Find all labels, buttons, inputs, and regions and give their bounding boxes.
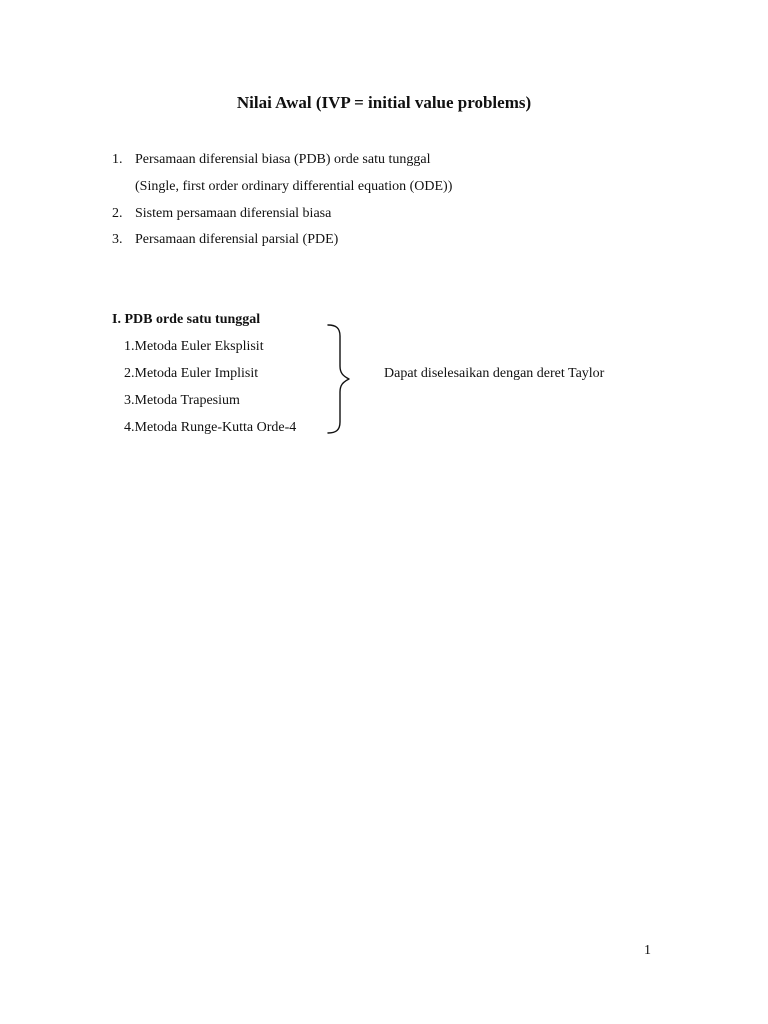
brace-note: Dapat diselesaikan dengan deret Taylor: [384, 366, 605, 381]
method-item-2: 2.Metoda Euler Implisit: [124, 366, 259, 381]
list-item-1-subtext: (Single, first order ordinary differential equation (ODE)): [135, 179, 453, 194]
method-item-4: 4.Metoda Runge-Kutta Orde-4: [124, 420, 297, 435]
page-title: Nilai Awal (IVP = initial value problems): [236, 93, 532, 112]
list-item-1-text: Persamaan diferensial biasa (PDB) orde satu tunggal: [135, 152, 431, 167]
list-item-3-text: Persamaan diferensial parsial (PDE): [135, 232, 339, 247]
right-curly-brace: [322, 322, 354, 436]
section-heading: I. PDB orde satu tunggal: [112, 312, 261, 327]
list-item-2-marker: 2.: [112, 206, 123, 221]
method-item-3: 3.Metoda Trapesium: [124, 393, 240, 408]
list-item-3-marker: 3.: [112, 232, 123, 247]
list-item-1-marker: 1.: [112, 152, 123, 167]
page-number: 1: [644, 943, 651, 958]
list-item-2-text: Sistem persamaan diferensial biasa: [135, 206, 332, 221]
method-item-1: 1.Metoda Euler Eksplisit: [124, 339, 264, 354]
